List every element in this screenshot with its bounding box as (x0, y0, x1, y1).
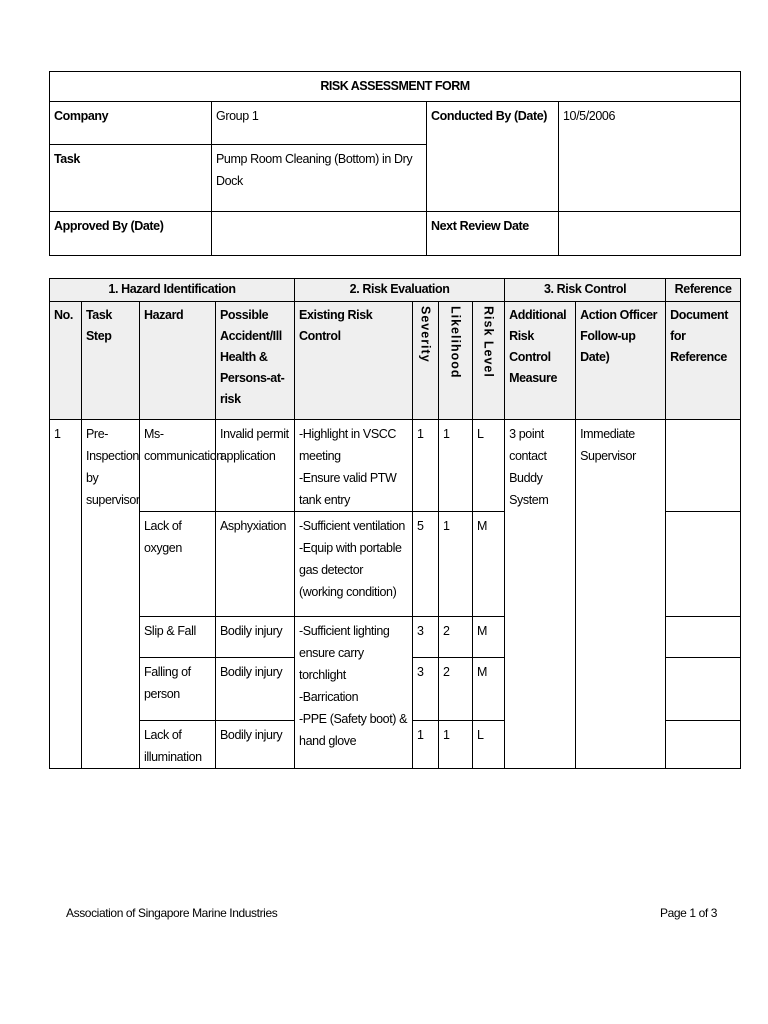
severity-value: 3 (417, 624, 424, 638)
likelihood-value: 1 (443, 427, 450, 441)
task-label: Task (54, 152, 80, 166)
col-additional-control (505, 302, 576, 420)
next-review-value (559, 212, 740, 215)
likelihood-value: 1 (443, 519, 450, 533)
accident-text: Asphyxiation (220, 519, 287, 533)
form-title-cell (50, 72, 741, 102)
col-risk-level-label: Risk Level (481, 306, 496, 378)
control-item: -Equip with portable gas detector (working condition) (299, 541, 402, 599)
control-item: -PPE (Safety boot) & hand glove (299, 712, 408, 748)
group-hazard-label: 1. Hazard Identification (108, 282, 236, 296)
risk-assessment-header-form (49, 71, 741, 256)
col-task-step (82, 302, 140, 420)
accident-cell (216, 420, 295, 512)
col-document-label: Document for Reference (670, 308, 729, 364)
approved-label-cell (50, 212, 212, 256)
col-task-step-label: Task Step (86, 308, 112, 343)
company-value-cell[interactable] (212, 102, 427, 145)
severity-value: 5 (417, 519, 424, 533)
risk-level-cell (473, 512, 505, 617)
col-severity-label: Severity (418, 306, 433, 363)
severity-cell (413, 420, 439, 512)
col-risk-level (473, 302, 505, 420)
document-cell (666, 721, 741, 769)
document-cell (666, 420, 741, 512)
group-reference-label: Reference (674, 282, 732, 296)
control-item: -Ensure valid PTW tank entry (299, 471, 397, 507)
conducted-value-cell[interactable] (559, 102, 741, 212)
hazard-cell (140, 617, 216, 658)
risk-level-cell (473, 721, 505, 769)
group-control-label: 3. Risk Control (543, 282, 627, 296)
existing-control-cell (295, 617, 413, 769)
hazard-text: Ms-communication (144, 427, 223, 463)
conducted-by-value: 10/5/2006 (563, 109, 616, 123)
accident-text: Bodily injury (220, 665, 283, 679)
document-cell (666, 617, 741, 658)
col-existing-control-label: Existing Risk Control (299, 308, 373, 343)
document-cell (666, 658, 741, 721)
col-accident (216, 302, 295, 420)
control-item: -Barrication (299, 690, 359, 704)
risk-level-value: L (477, 427, 484, 441)
group-risk-control (505, 279, 666, 302)
likelihood-cell (439, 658, 473, 721)
company-value: Group 1 (216, 109, 259, 123)
group-evaluation-label: 2. Risk Evaluation (349, 282, 450, 296)
likelihood-value: 2 (443, 665, 450, 679)
task-step: Pre-Inspection by supervisor (86, 427, 140, 507)
hazard-cell (140, 658, 216, 721)
likelihood-cell (439, 617, 473, 658)
accident-text: Invalid permit application (220, 427, 289, 463)
control-item: -Sufficient lighting ensure carry torchlight (299, 624, 390, 682)
task-value: Pump Room Cleaning (Bottom) in Dry Dock (216, 152, 413, 188)
severity-cell (413, 658, 439, 721)
company-label: Company (54, 109, 109, 123)
existing-control-list (295, 512, 412, 603)
risk-assessment-table (49, 278, 741, 769)
row-no-cell (50, 420, 82, 769)
accident-cell (216, 721, 295, 769)
col-likelihood-label: Likelihood (448, 306, 463, 379)
accident-cell (216, 658, 295, 721)
likelihood-value: 1 (443, 728, 450, 742)
severity-value: 1 (417, 728, 424, 742)
risk-level-value: M (477, 624, 488, 638)
task-value-cell[interactable] (212, 145, 427, 212)
col-existing-control (295, 302, 413, 420)
existing-control-cell (295, 512, 413, 617)
additional-control-cell (505, 420, 576, 769)
group-hazard-identification (50, 279, 295, 302)
accident-text: Bodily injury (220, 728, 283, 742)
approved-by-value (212, 212, 426, 215)
likelihood-cell (439, 721, 473, 769)
risk-level-cell (473, 420, 505, 512)
accident-cell (216, 617, 295, 658)
action-officer-cell (576, 420, 666, 769)
col-action-officer-label: Action Officer Follow-up Date) (580, 308, 658, 364)
likelihood-cell (439, 420, 473, 512)
group-reference (666, 279, 741, 302)
severity-cell (413, 721, 439, 769)
group-header-row (50, 279, 741, 302)
approved-value-cell[interactable] (212, 212, 427, 256)
risk-level-value: M (477, 665, 488, 679)
col-no (50, 302, 82, 420)
footer-organization: Association of Singapore Marine Industries (66, 906, 278, 920)
col-action-officer (576, 302, 666, 420)
additional-control-text: 3 point contact Buddy System (509, 427, 549, 507)
control-item: -Sufficient ventilation (299, 519, 405, 533)
hazard-cell (140, 512, 216, 617)
existing-control-list (295, 420, 412, 511)
col-hazard (140, 302, 216, 420)
col-likelihood (439, 302, 473, 420)
hazard-cell (140, 420, 223, 512)
likelihood-cell (439, 512, 473, 617)
approved-by-label: Approved By (Date) (54, 219, 164, 233)
risk-level-value: L (477, 728, 484, 742)
action-officer-text: Immediate Supervisor (580, 427, 636, 463)
col-additional-control-label: Additional Risk Control Measure (509, 308, 567, 385)
row-no: 1 (54, 427, 61, 441)
hazard-text: Lack of illumination (144, 728, 202, 764)
task-label-cell (50, 145, 212, 212)
col-severity (413, 302, 439, 420)
footer-page-number: Page 1 of 3 (660, 906, 717, 920)
next-review-value-cell[interactable] (559, 212, 741, 256)
severity-value: 3 (417, 665, 424, 679)
existing-control-list (295, 617, 412, 752)
document-cell (666, 512, 741, 617)
hazard-text: Falling of person (144, 665, 191, 701)
next-review-label: Next Review Date (431, 219, 529, 233)
hazard-text: Slip & Fall (144, 624, 196, 638)
group-risk-evaluation (295, 279, 505, 302)
accident-cell (216, 512, 295, 617)
col-no-label: No. (54, 308, 73, 322)
conducted-label-cell (427, 102, 559, 212)
form-title: RISK ASSESSMENT FORM (320, 79, 470, 93)
risk-level-cell (473, 658, 505, 721)
severity-value: 1 (417, 427, 424, 441)
risk-level-value: M (477, 519, 488, 533)
existing-control-cell (295, 420, 413, 512)
col-accident-label: Possible Accident/Ill Health & Persons-at-risk (220, 308, 285, 406)
conducted-by-label: Conducted By (Date) (431, 109, 548, 123)
risk-level-cell (473, 617, 505, 658)
severity-cell (413, 617, 439, 658)
col-hazard-label: Hazard (144, 308, 184, 322)
severity-cell (413, 512, 439, 617)
control-item: -Highlight in VSCC meeting (299, 427, 397, 463)
table-row (50, 420, 741, 512)
column-header-row (50, 302, 741, 420)
col-document (666, 302, 741, 420)
company-label-cell (50, 102, 212, 145)
hazard-text: Lack of oxygen (144, 519, 182, 555)
likelihood-value: 2 (443, 624, 450, 638)
accident-text: Bodily injury (220, 624, 283, 638)
hazard-cell (140, 721, 216, 769)
next-review-label-cell (427, 212, 559, 256)
task-step-cell (82, 420, 140, 769)
